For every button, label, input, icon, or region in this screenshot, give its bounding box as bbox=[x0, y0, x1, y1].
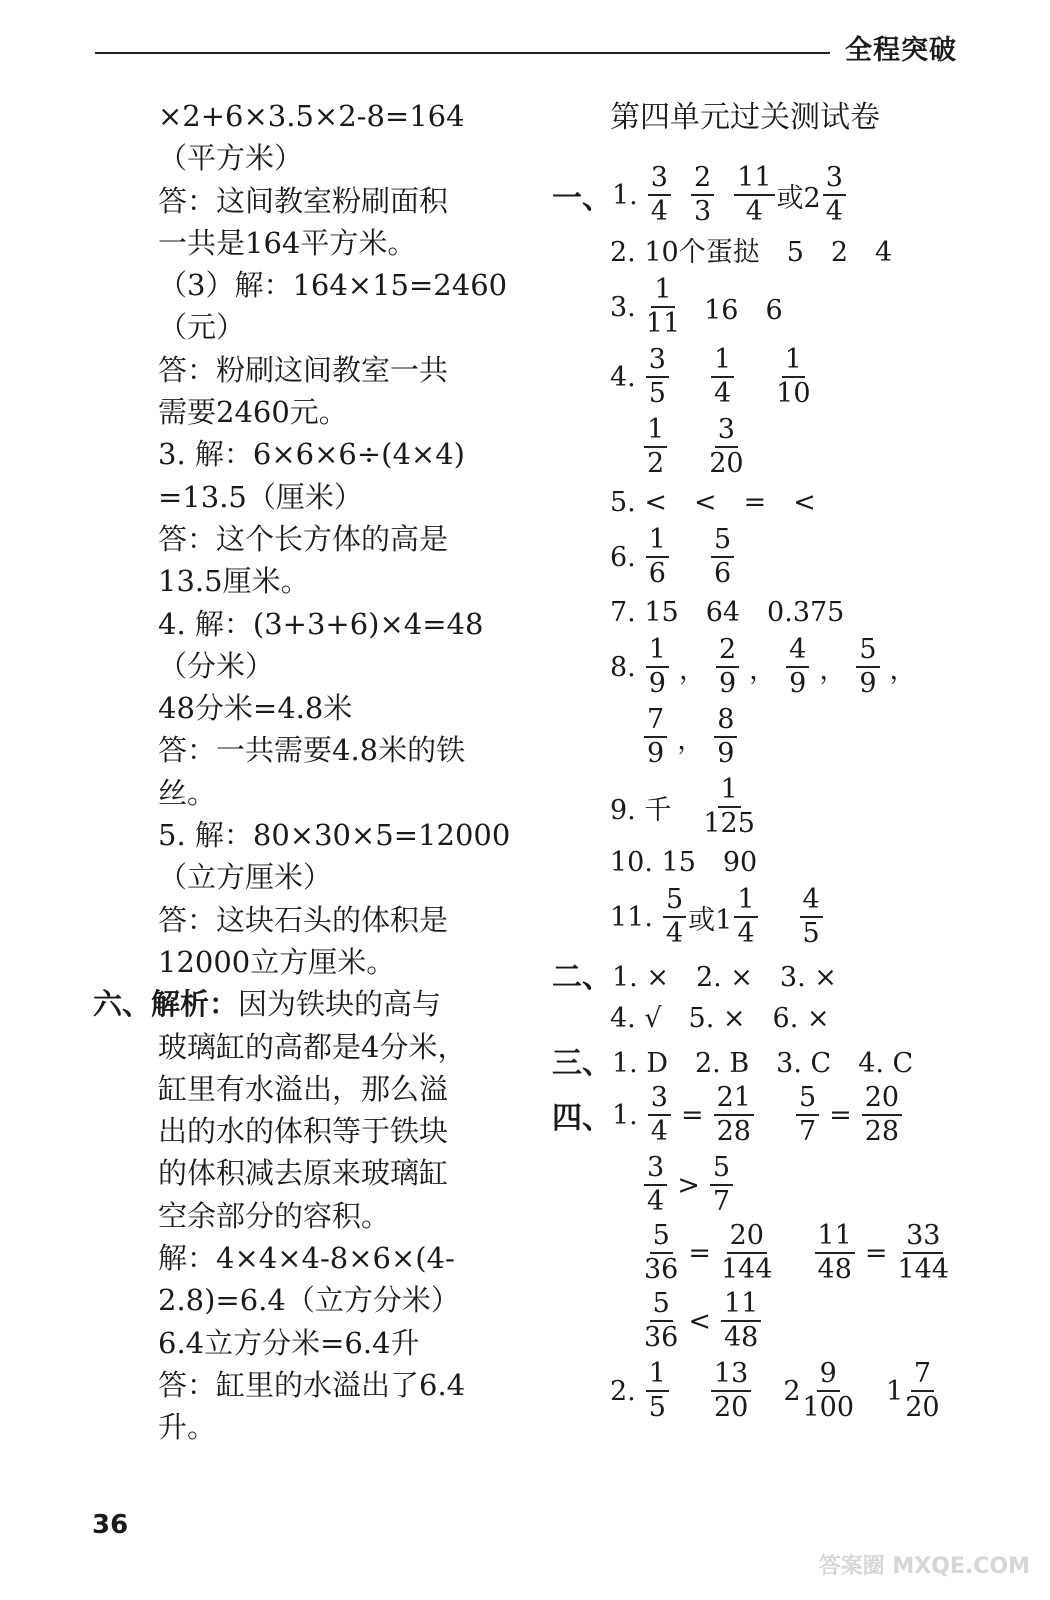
fraction: $\frac{7}{20}$ bbox=[905, 1358, 940, 1423]
q11-row bbox=[610, 884, 833, 950]
fraction: $\frac{1}{9}$ bbox=[646, 634, 669, 700]
text: 16 6 bbox=[704, 294, 783, 326]
fraction: $\frac{5}{36}$ bbox=[644, 1288, 679, 1353]
fraction: $\frac{11}{48}$ bbox=[721, 1288, 761, 1354]
q-number: 3. bbox=[610, 291, 636, 323]
section-four-label: 四、 bbox=[552, 1101, 612, 1136]
q8-row: 8. $\frac{1}{9}$ ， $\frac{2}{9}$ ， $\frac{4}{9}$ ， $\frac{5}{9}$ ， bbox=[610, 634, 917, 699]
q2-row: 2. 10个蛋挞 5 2 4 bbox=[610, 237, 893, 268]
fraction: $\frac{7}{9}$ bbox=[644, 704, 667, 770]
text-line: 的体积减去原来玻璃缸 bbox=[158, 1156, 449, 1191]
fraction: $\frac{2}{3}$ bbox=[691, 162, 714, 228]
fraction: $\frac{5}{4}$ bbox=[663, 884, 686, 950]
q-number: 2. bbox=[610, 1375, 636, 1407]
section-two-row-2: 4. √ 5. × 6. × bbox=[610, 1003, 830, 1034]
page-number: 36 bbox=[92, 1510, 129, 1540]
text-line: 出的水的体积等于铁块 bbox=[158, 1114, 449, 1149]
q7-row: 7. 15 64 0.375 bbox=[610, 597, 845, 628]
fraction: $\frac{13}{20}$ bbox=[711, 1358, 751, 1424]
text-line: 48分米=4.8米 bbox=[158, 691, 353, 726]
text-line: 12000立方厘米。 bbox=[158, 944, 396, 979]
fraction: $\frac{3}{20}$ bbox=[709, 414, 744, 479]
text: 或1 bbox=[688, 904, 733, 936]
text-line: 丝。 bbox=[158, 775, 217, 810]
fraction: $\frac{1}{6}$ bbox=[646, 524, 669, 590]
fraction: $\frac{33}{144}$ bbox=[897, 1220, 950, 1285]
text-line: ×2+6×3.5×2-8=164 bbox=[158, 99, 465, 133]
section-six-label: 六、解析： bbox=[93, 987, 239, 1022]
fraction: $\frac{3}{4}$ bbox=[823, 162, 846, 228]
section-three-row bbox=[552, 1038, 913, 1082]
text: 1. D 2. B 3. C 4. C bbox=[612, 1047, 914, 1079]
text-line: 答：这间教室粉刷面积 bbox=[158, 183, 449, 218]
left-column bbox=[93, 95, 538, 1449]
section-six bbox=[93, 983, 538, 1025]
watermark: 答案圈 MXQE.COM bbox=[818, 1554, 1030, 1579]
text-line: （立方厘米） bbox=[158, 860, 333, 895]
fraction: $\frac{1}{5}$ bbox=[646, 1358, 669, 1424]
text-line: 6.4立方分米=6.4升 bbox=[158, 1325, 420, 1360]
fraction: $\frac{21}{28}$ bbox=[714, 1082, 754, 1148]
q10-row: 10. 15 90 bbox=[610, 847, 758, 878]
text-line: 答：这块石头的体积是 bbox=[158, 902, 449, 937]
fraction: $\frac{5}{6}$ bbox=[711, 524, 734, 590]
text-line: 需要2460元。 bbox=[158, 395, 348, 430]
section-four-row-1: 四、 1. $\frac{3}{4}$ = $\frac{21}{28}$ $\frac{5}{7}$ = $\frac{20}{28}$ bbox=[552, 1082, 912, 1148]
q1-row bbox=[552, 162, 856, 228]
q-number: 6. bbox=[610, 541, 636, 573]
fraction: $\frac{5}{9}$ bbox=[856, 634, 879, 700]
section-three-label: 三、 bbox=[552, 1046, 612, 1081]
text-line: 空余部分的容积。 bbox=[158, 1198, 391, 1233]
text-line: 升。 bbox=[158, 1410, 217, 1445]
q8-row-2: $\frac{7}{9}$ ， $\frac{8}{9}$ bbox=[634, 704, 747, 770]
fraction: $\frac{4}{9}$ bbox=[786, 634, 809, 700]
fraction: $\frac{4}{5}$ bbox=[800, 884, 823, 950]
fraction: $\frac{1}{4}$ bbox=[734, 884, 757, 950]
q4-row-2 bbox=[634, 414, 754, 480]
text-line: 一共是164平方米。 bbox=[158, 225, 417, 260]
text-line: 玻璃缸的高都是4分米， bbox=[158, 1029, 467, 1064]
text-line: （元） bbox=[158, 310, 246, 345]
text-line: 答：一共需要4.8米的铁 bbox=[158, 733, 466, 768]
q4-row bbox=[610, 344, 821, 410]
section-two-row-1 bbox=[552, 952, 837, 996]
text-line: 因为铁块的高与 bbox=[238, 987, 442, 1022]
text-line: =13.5（厘米） bbox=[158, 479, 363, 514]
text-line: 答：这个长方体的高是 bbox=[158, 521, 449, 556]
section-four-row-4: $\frac{5}{36}$ < $\frac{11}{48}$ bbox=[634, 1288, 771, 1354]
fraction: $\frac{11}{48}$ bbox=[815, 1220, 855, 1286]
fraction: $\frac{8}{9}$ bbox=[714, 704, 737, 770]
text: 1. × 2. × 3. × bbox=[612, 961, 837, 993]
section-one-label: 一、 bbox=[552, 181, 612, 216]
fraction: $\frac{1}{4}$ bbox=[711, 344, 734, 410]
section-four-row-3: $\frac{5}{36}$ = $\frac{20}{144}$ $\frac{11}{48}$ = $\frac{33}{144}$ bbox=[644, 1220, 950, 1285]
fraction: $\frac{1}{125}$ bbox=[703, 774, 755, 839]
fraction: $\frac{5}{36}$ bbox=[644, 1220, 679, 1285]
q5-row: 5. < < = < bbox=[610, 487, 816, 518]
q-number: 1. bbox=[612, 179, 638, 211]
fraction: $\frac{3}{4}$ bbox=[644, 1152, 667, 1218]
fraction: $\frac{1}{10}$ bbox=[776, 344, 811, 409]
fraction: $\frac{20}{28}$ bbox=[862, 1082, 902, 1148]
q9-row bbox=[610, 774, 765, 840]
q-number: 4. bbox=[610, 361, 636, 393]
text-line: 答：粉刷这间教室一共 bbox=[158, 352, 449, 387]
section-four-row-2: $\frac{3}{4}$ > $\frac{5}{7}$ bbox=[634, 1152, 743, 1218]
fraction: $\frac{5}{7}$ bbox=[796, 1082, 819, 1148]
q-number: 9. 千 bbox=[610, 794, 672, 826]
text-line: 解：4×4×4-8×6×(4- bbox=[158, 1241, 455, 1276]
fraction: $\frac{3}{5}$ bbox=[646, 344, 669, 410]
fraction: $\frac{9}{100}$ bbox=[802, 1358, 855, 1423]
fraction: $\frac{11}{4}$ bbox=[734, 162, 774, 228]
q6-row bbox=[610, 524, 744, 590]
text-line: 4. 解：(3+3+6)×4=48 bbox=[158, 606, 484, 641]
text-line: （分米） bbox=[158, 648, 275, 683]
fraction: $\frac{2}{9}$ bbox=[716, 634, 739, 700]
header-title: 全程突破 bbox=[845, 35, 957, 66]
q-number: 1. bbox=[612, 1099, 638, 1131]
q-number: 8. bbox=[610, 651, 636, 683]
fraction: $\frac{20}{144}$ bbox=[720, 1220, 773, 1285]
text-line: 答：缸里的水溢出了6.4 bbox=[158, 1367, 466, 1402]
unit-title: 第四单元过关测试卷 bbox=[610, 100, 880, 135]
q3-row bbox=[610, 274, 783, 340]
fraction: $\frac{3}{4}$ bbox=[648, 162, 671, 228]
text-line: （3）解：164×15=2460 bbox=[158, 268, 508, 303]
q-number: 11. bbox=[610, 901, 653, 933]
text-line: 13.5厘米。 bbox=[158, 564, 310, 599]
text: 或2 bbox=[776, 182, 821, 214]
text-line: 缸里有水溢出，那么溢 bbox=[158, 1071, 449, 1106]
fraction: $\frac{1}{11}$ bbox=[645, 274, 681, 339]
section-two-label: 二、 bbox=[552, 960, 612, 995]
section-four-q2-row: 2. $\frac{1}{5}$ $\frac{13}{20}$ 2 $\frac{9}{100}$ 1 $\frac{7}{20}$ bbox=[610, 1358, 940, 1423]
text-line: 2.8)=6.4（立方分米） bbox=[158, 1283, 460, 1318]
text-line: 3. 解：6×6×6÷(4×4) bbox=[158, 437, 465, 472]
header-rule bbox=[95, 52, 830, 54]
text-line: 5. 解：80×30×5=12000 bbox=[158, 818, 511, 853]
fraction: $\frac{1}{2}$ bbox=[644, 414, 667, 480]
fraction: $\frac{5}{7}$ bbox=[710, 1152, 733, 1218]
text-line: （平方米） bbox=[158, 141, 304, 176]
fraction: $\frac{3}{4}$ bbox=[648, 1082, 671, 1148]
